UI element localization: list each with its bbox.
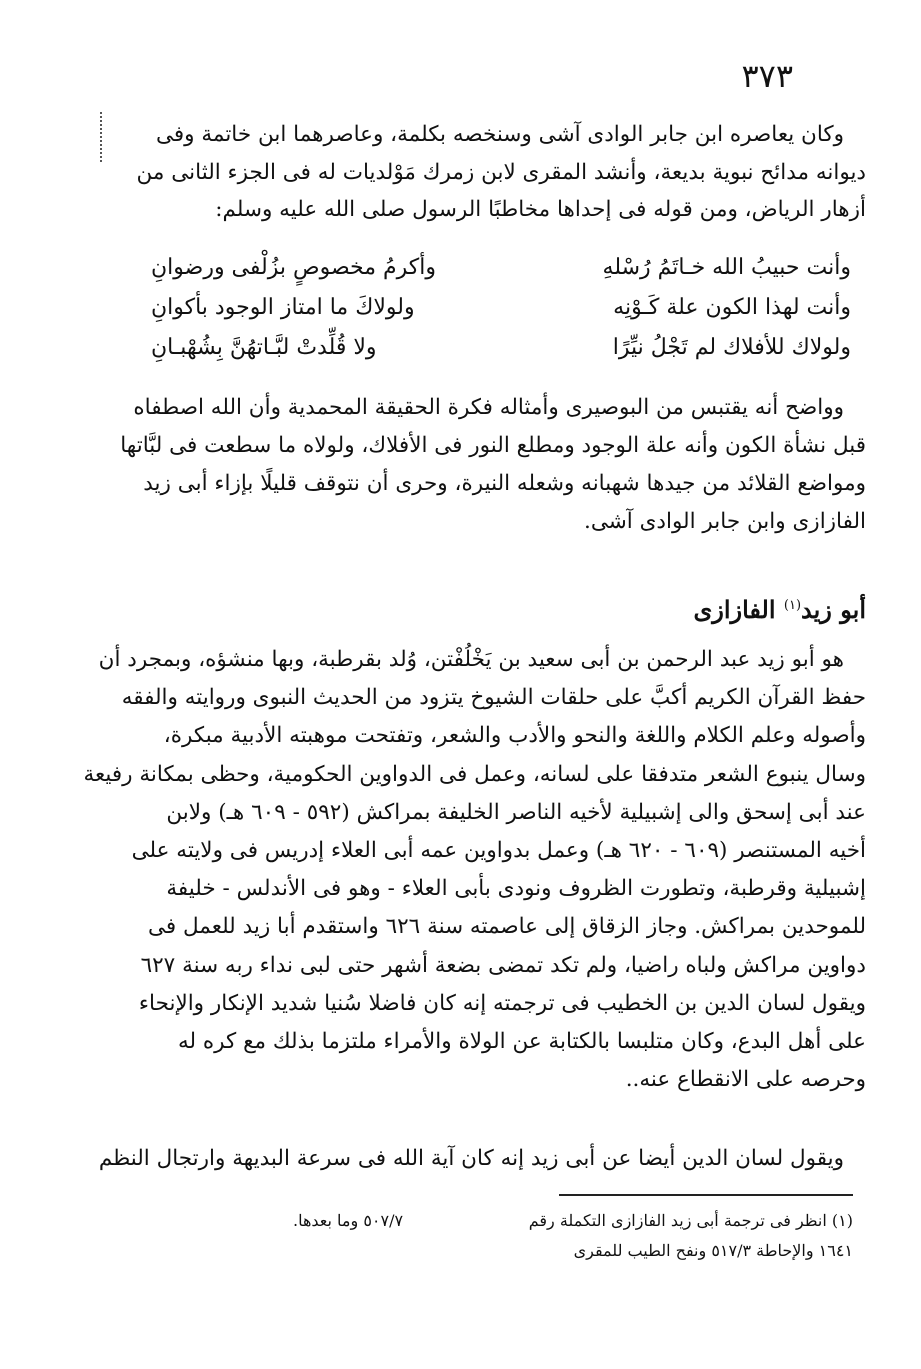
section-heading [693,586,866,630]
verse-first-half: وأنت حبيبُ الله خـاتَمُ رُسْلهِ [602,255,851,280]
footnote-line [293,1236,853,1266]
text-line: وكان يعاصره ابن جابر الوادى آشى وسنخصه بكلمة، وعاصرهما ابن خاتمة وفى [155,122,844,147]
text-line: وأصوله وعلم الكلام واللغة والنحو والأدب والشعر، وتفتحت موهبته الأدبية مبكرة، [163,723,866,749]
biography-paragraph [54,641,866,1099]
footnote-text: ٥٠٧/٧ وما بعدها. [293,1211,404,1230]
verse-second-half: وأكرمُ مخصوصٍ بزُلْفى ورضوانِ [151,255,436,280]
text-line: أزهار الرياض، ومن قوله فى إحداها مخاطبًا الرسول صلى الله عليه وسلم: [215,197,866,222]
text-line: دواوين مراكش ولباه راضيا، ولم تكد تمضى بضعة أشهر حتى لبى نداء ربه سنة ٦٢٧ [140,952,866,978]
text-line: أخيه المستنصر (٦٠٩ - ٦٢٠ هـ) وعمل بدواوين عمه أبى العلاء إدريس فى ولايته على [131,838,866,864]
poem-verse [151,288,851,328]
text-line: وحرصه على الانقطاع عنه.. [625,1067,866,1093]
heading-text: أبو زيد [801,595,866,624]
text-line: للموحدين بمراكش. وجاز الزقاق إلى عاصمته سنة ٦٢٦ واستقدم أبا زيد للعمل فى [147,914,866,940]
footnote-marker: (١) [783,598,802,613]
text-line: على أهل البدع، وكان متلبسا بالكتابة عن الولاة والأمراء ملتزما بذلك مع كره له [178,1029,866,1055]
poem-verse [151,248,851,288]
poem-verses [151,248,851,368]
heading-text: الفازازى [693,595,784,624]
footnote-text: ١٦٤١ والإحاطة ٥١٧/٣ ونفح الطيب للمقرى [573,1241,853,1260]
text-line: الفازازى وابن جابر الوادى آشى. [584,509,866,534]
closing-paragraph [54,1140,866,1178]
verse-second-half: ولا قُلِّدتْ لبَّـاتهُنَّ بِشُهْبـانِ [151,335,377,360]
text-line: ديوانه مدائح نبوية بديعة، وأنشد المقرى لابن زمرك مَوْلديات له فى الجزء الثانى من [136,159,866,185]
footnote-separator [559,1194,853,1196]
commentary-paragraph [54,389,866,541]
poem-verse [151,328,851,368]
text-line: وواضح أنه يقتبس من البوصيرى وأمثاله فكرة الحقيقة المحمدية وأن الله اصطفاه [133,395,844,420]
text-line: هو أبو زيد عبد الرحمن بن أبى سعيد بن يَخْلُفْتن، وُلد بقرطبة، وبها منشؤه، وبمجرد أن [98,647,844,672]
text-line: حفظ القرآن الكريم أكبَّ على حلقات الشيوخ يتزود من الحديث النبوى وروايته والفقه [121,685,866,711]
text-line: قبل نشأة الكون وأنه علة الوجود ومطلع النور فى الأفلاك، ولولاه ما سطعت فى لبَّاتها [120,433,866,458]
intro-paragraph [54,116,866,229]
verse-first-half: وأنت لهذا الكون علة كَـوْنِه [613,295,851,320]
footnote-text: (١) انظر فى ترجمة أبى زيد الفازازى التكملة رقم [528,1211,853,1230]
footnote-line [293,1206,853,1236]
text-line: ومواضع القلائد من جيدها شهبانه وشعله النيرة، وحرى أن نتوقف قليلًا بإزاء أبى زيد [143,471,866,496]
page-number: ٣٧٣ [741,57,793,95]
text-line: عند أبى إسحق والى إشبيلية لأخيه الناصر الخليفة بمراكش (٥٩٢ - ٦٠٩ هـ) ولابن [166,799,866,825]
footnotes [293,1206,853,1266]
text-line: ويقول لسان الدين بن الخطيب فى ترجمته إنه كان فاضلا سُنيا شديد الإنكار والإنحاء [138,990,866,1016]
text-line: ويقول لسان الدين أيضا عن أبى زيد إنه كان آية الله فى سرعة البديهة وارتجال النظم [98,1146,844,1171]
verse-second-half: ولولاكَ ما امتاز الوجود بأكوانِ [151,295,415,320]
text-line: إشبيلية وقرطبة، وتطورت الظروف ونودى بأبى العلاء - وهو فى الأندلس - خليفة [166,876,866,902]
verse-first-half: ولولاك للأفلاك لم تَجْلُ نيِّرًا [612,335,851,360]
text-line: وسال ينبوع الشعر متدفقا على لسانه، وعمل فى الدواوين الحكومية، وحظى بمكانة رفيعة [83,761,866,787]
